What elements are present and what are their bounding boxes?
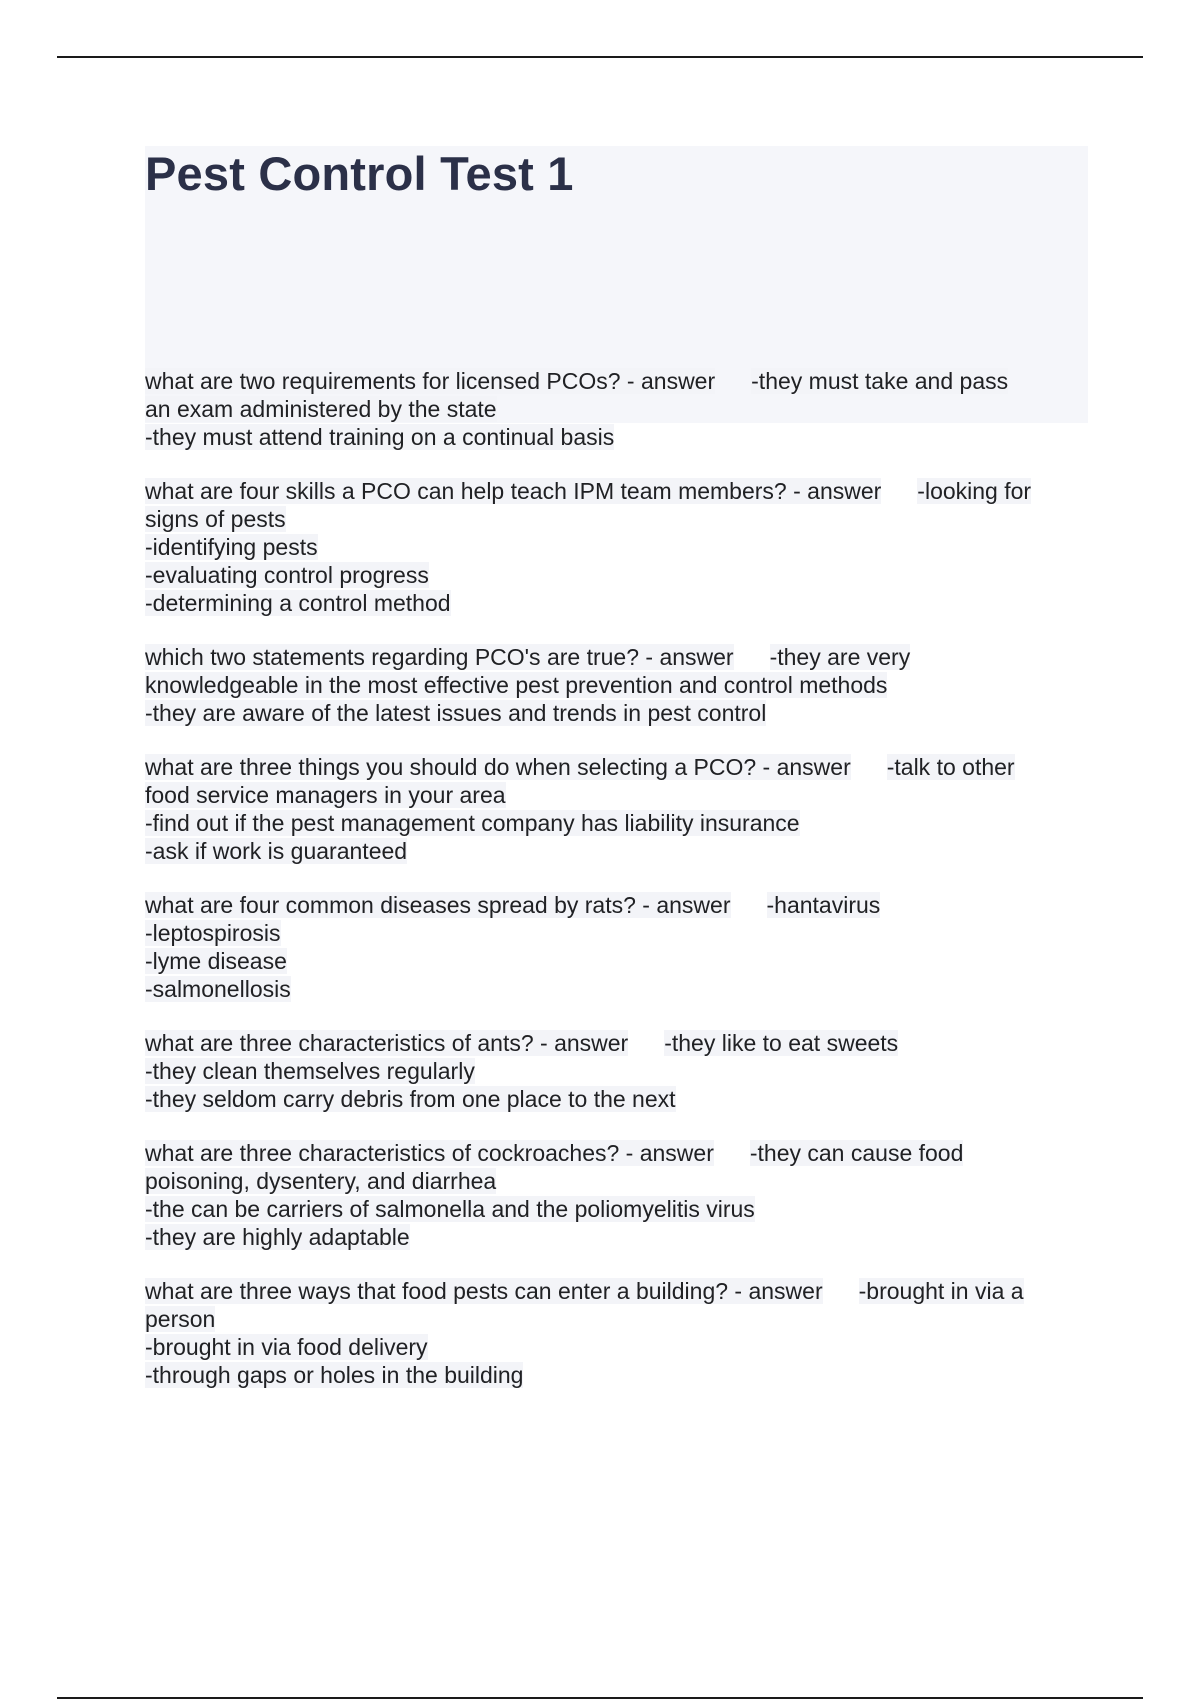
answer-line: -hantavirus bbox=[766, 892, 881, 918]
answer-line: -they like to eat sweets bbox=[664, 1030, 899, 1056]
page-title: Pest Control Test 1 bbox=[145, 147, 574, 200]
answer-line: -looking for bbox=[917, 478, 1032, 504]
qa-first-line bbox=[145, 753, 1095, 781]
answer-line: knowledgeable in the most effective pest prevention and control methods bbox=[145, 672, 888, 698]
qa-item bbox=[145, 753, 1095, 865]
qa-list bbox=[145, 367, 1095, 1415]
answer-line: -brought in via food delivery bbox=[145, 1334, 428, 1360]
qa-item bbox=[145, 643, 1095, 727]
answer-line: -leptospirosis bbox=[145, 920, 281, 946]
answer-line: -the can be carriers of salmonella and the poliomyelitis virus bbox=[145, 1196, 755, 1222]
answer-line: -determining a control method bbox=[145, 590, 451, 616]
qa-item bbox=[145, 367, 1095, 451]
answer-line: -they can cause food bbox=[749, 1140, 964, 1166]
answer-line: -they clean themselves regularly bbox=[145, 1058, 475, 1084]
answer-line: -evaluating control progress bbox=[145, 562, 429, 588]
answer-line: -lyme disease bbox=[145, 948, 287, 974]
answer-line: -they must take and pass bbox=[751, 368, 1009, 394]
answer-line: -they are highly adaptable bbox=[145, 1224, 410, 1250]
answer-line: -they are aware of the latest issues and trends in pest control bbox=[145, 700, 767, 726]
bottom-rule bbox=[57, 1697, 1143, 1699]
question-text: which two statements regarding PCO's are true? - answer bbox=[145, 644, 734, 670]
answer-line: poisoning, dysentery, and diarrhea bbox=[145, 1168, 497, 1194]
answer-line: -identifying pests bbox=[145, 534, 318, 560]
answer-line: -brought in via a bbox=[858, 1278, 1024, 1304]
question-text: what are four common diseases spread by rats? - answer bbox=[145, 892, 731, 918]
qa-first-line bbox=[145, 891, 1095, 919]
qa-first-line bbox=[145, 1139, 1095, 1167]
answer-line: -salmonellosis bbox=[145, 976, 291, 1002]
answer-line: -ask if work is guaranteed bbox=[145, 838, 408, 864]
qa-item bbox=[145, 477, 1095, 617]
answer-line: signs of pests bbox=[145, 506, 286, 532]
qa-item bbox=[145, 1029, 1095, 1113]
question-text: what are four skills a PCO can help teach IPM team members? - answer bbox=[145, 478, 882, 504]
question-text: what are three ways that food pests can enter a building? - answer bbox=[145, 1278, 823, 1304]
question-text: what are three things you should do when selecting a PCO? - answer bbox=[145, 754, 851, 780]
qa-first-line bbox=[145, 643, 1095, 671]
answer-line: person bbox=[145, 1306, 216, 1332]
question-text: what are two requirements for licensed PCOs? - answer bbox=[145, 368, 716, 394]
qa-first-line bbox=[145, 477, 1095, 505]
qa-first-line bbox=[145, 1277, 1095, 1305]
answer-line: -they are very bbox=[769, 644, 911, 670]
question-text: what are three characteristics of cockroaches? - answer bbox=[145, 1140, 714, 1166]
answer-line: -through gaps or holes in the building bbox=[145, 1362, 524, 1388]
qa-item bbox=[145, 1139, 1095, 1251]
answer-line: -talk to other bbox=[886, 754, 1015, 780]
answer-line: an exam administered by the state bbox=[145, 396, 497, 422]
question-text: what are three characteristics of ants? - answer bbox=[145, 1030, 629, 1056]
answer-line: food service managers in your area bbox=[145, 782, 506, 808]
answer-line: -find out if the pest management company has liability insurance bbox=[145, 810, 800, 836]
qa-first-line bbox=[145, 367, 1095, 395]
top-rule bbox=[57, 56, 1143, 58]
answer-line: -they must attend training on a continual basis bbox=[145, 424, 615, 450]
answer-line: -they seldom carry debris from one place to the next bbox=[145, 1086, 676, 1112]
qa-item bbox=[145, 1277, 1095, 1389]
qa-item bbox=[145, 891, 1095, 1003]
qa-first-line bbox=[145, 1029, 1095, 1057]
